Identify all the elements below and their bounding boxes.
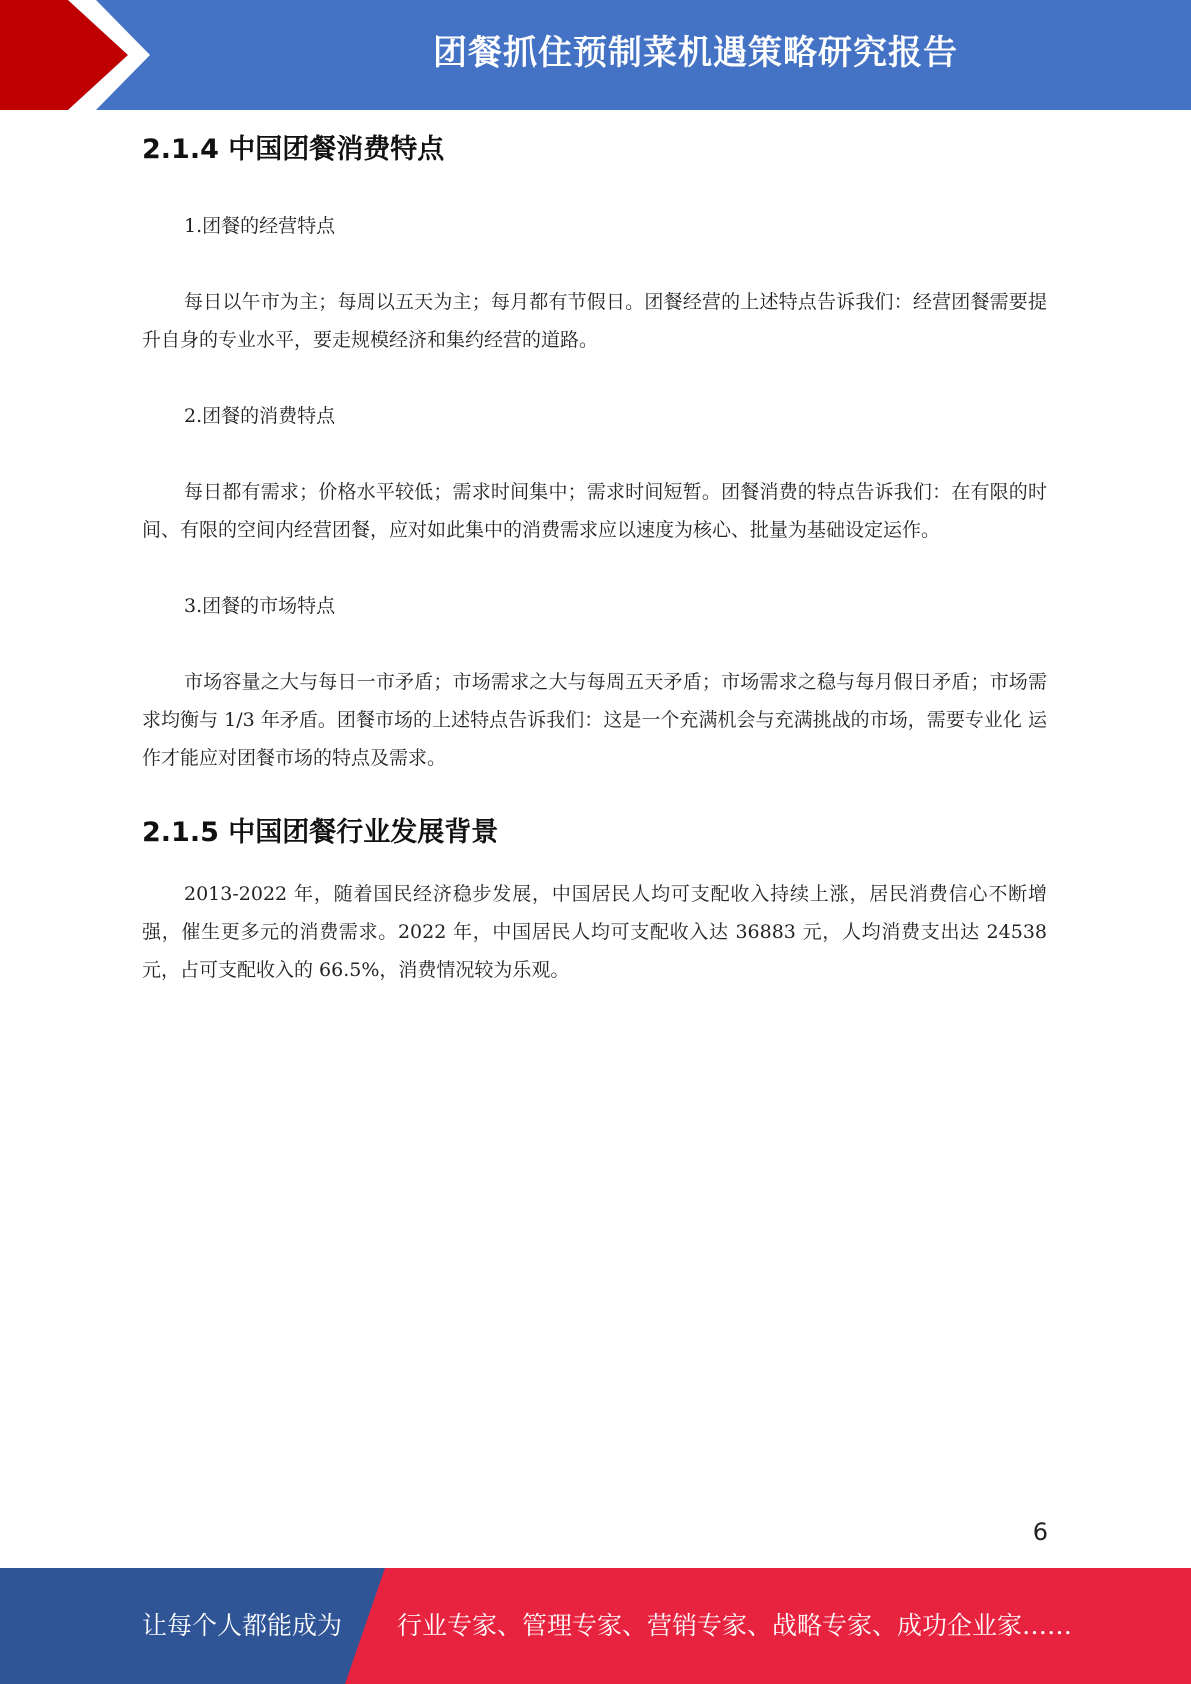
header-bar xyxy=(0,0,1191,110)
paragraph-industry-background: 2013-2022 年，随着国民经济稳步发展，中国居民人均可支配收入持续上涨，居民消费信心不断增强，催生更多元的消费需求。2022 年，中国居民人均可支配收入达 36883 元，人均消费支出达 24538 元，占可支配收入的 66.5%，消费情况较为乐观。 xyxy=(142,883,1047,981)
footer-slogan-left: 让每个人都能成为 xyxy=(142,1611,343,1640)
paragraph-operating-features: 每日以午市为主；每周以五天为主；每月都有节假日。团餐经营的上述特点告诉我们：经营团餐需要提升自身的专业水平，要走规模经济和集约经营的道路。 xyxy=(142,291,1047,351)
paragraph-market-features: 市场容量之大与每日一市矛盾；市场需求之大与每周五天矛盾；市场需求之稳与每月假日矛盾；市场需求均衡与 1/3 年矛盾。团餐市场的上述特点告诉我们：这是一个充满机会与充满挑战的市场，需要专业化 运作才能应对团餐市场的特点及需求。 xyxy=(142,671,1047,769)
subheading-operating-features: 1.团餐的经营特点 xyxy=(184,215,336,237)
footer-slogan-right: 行业专家、管理专家、营销专家、战略专家、成功企业家…… xyxy=(397,1611,1073,1640)
section-heading-2-1-5: 2.1.5 中国团餐行业发展背景 xyxy=(142,817,499,848)
subheading-consumption-features: 2.团餐的消费特点 xyxy=(184,405,336,427)
report-title: 团餐抓住预制菜机遇策略研究报告 xyxy=(433,33,958,73)
paragraph-consumption-features: 每日都有需求；价格水平较低；需求时间集中；需求时间短暂。团餐消费的特点告诉我们：在有限的时间、有限的空间内经营团餐，应对如此集中的消费需求应以速度为核心、批量为基础设定运作。 xyxy=(142,481,1047,541)
header-chevron-graphic xyxy=(0,0,160,110)
section-heading-2-1-4: 2.1.4 中国团餐消费特点 xyxy=(142,134,445,165)
page-number: 6 xyxy=(1032,1518,1048,1546)
footer-bar xyxy=(0,1568,1191,1684)
subheading-market-features: 3.团餐的市场特点 xyxy=(184,595,336,617)
page-content xyxy=(142,110,1047,989)
